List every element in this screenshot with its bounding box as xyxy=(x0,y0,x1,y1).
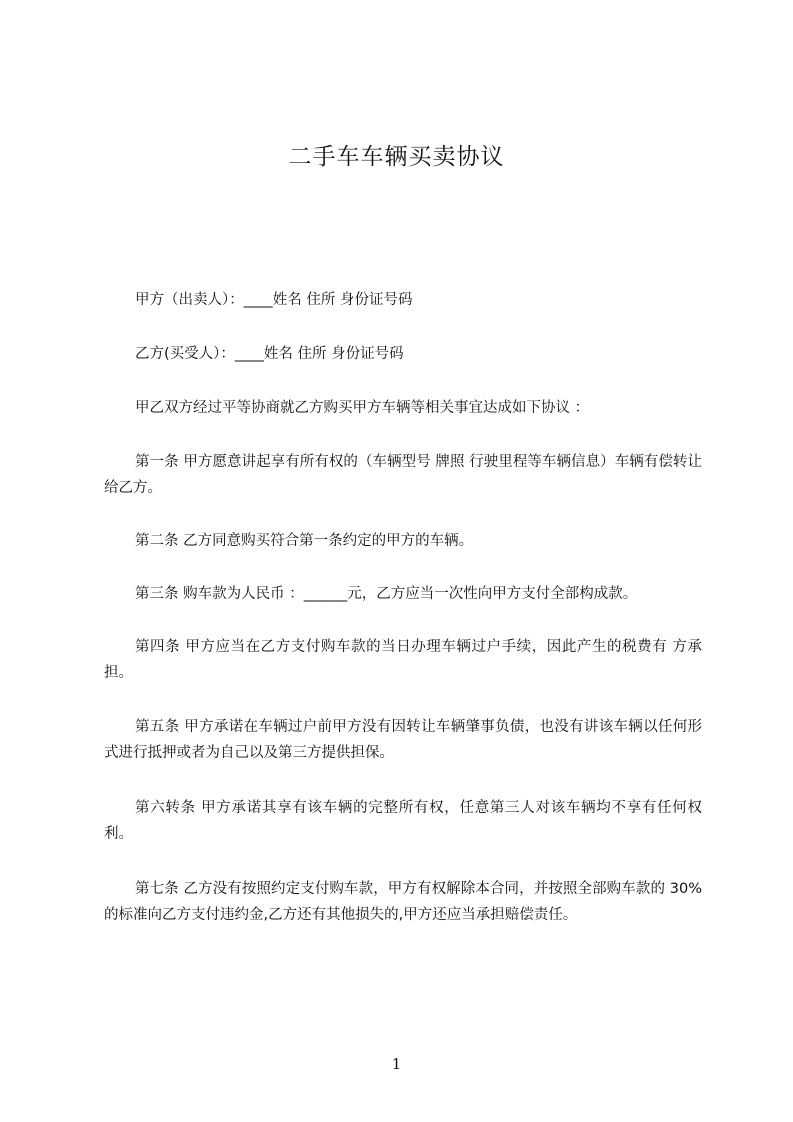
page-title: 二手车车辆买卖协议 xyxy=(288,144,505,170)
party-a-line: 甲方（出卖人）：____姓名 住所 身份证号码 xyxy=(135,292,413,308)
article-7: 第七条 乙方没有按照约定支付购车款，甲方有权解除本合同，并按照全部购车款的 30%的标准向乙方支付违约金,乙方还有其他损失的,甲方还应当承担赔偿责任。 xyxy=(104,881,702,923)
page-number: 1 xyxy=(391,1055,402,1073)
article-2: 第二条 乙方同意购买符合第一条约定的甲方的车辆。 xyxy=(135,533,474,549)
article-4: 第四条 甲方应当在乙方支付购车款的当日办理车辆过户手续，因此产生的税费有 方承担。 xyxy=(104,639,702,681)
article-3: 第三条 购车款为人民币 ：______元，乙方应当一次性向甲方支付全部构成款。 xyxy=(135,586,638,602)
article-5: 第五条 甲方承诺在车辆过户前甲方没有因转让车辆肇事负债，也没有讲该车辆以任何形式进行抵押或者为自己以及第三方提供担保。 xyxy=(104,719,702,761)
agreement-intro: 甲乙双方经过平等协商就乙方购买甲方车辆等相关事宜达成如下协议 ： xyxy=(135,400,590,416)
article-6: 第六转条 甲方承诺其享有该车辆的完整所有权，任意第三人对该车辆均不享有任何权利。 xyxy=(104,800,702,842)
article-1: 第一条 甲方愿意讲起享有所有权的（车辆型号 牌照 行驶里程等车辆信息）车辆有偿转让给乙方。 xyxy=(104,454,702,496)
party-b-line: 乙方(买受人）：____姓名 住所 身份证号码 xyxy=(135,346,404,362)
